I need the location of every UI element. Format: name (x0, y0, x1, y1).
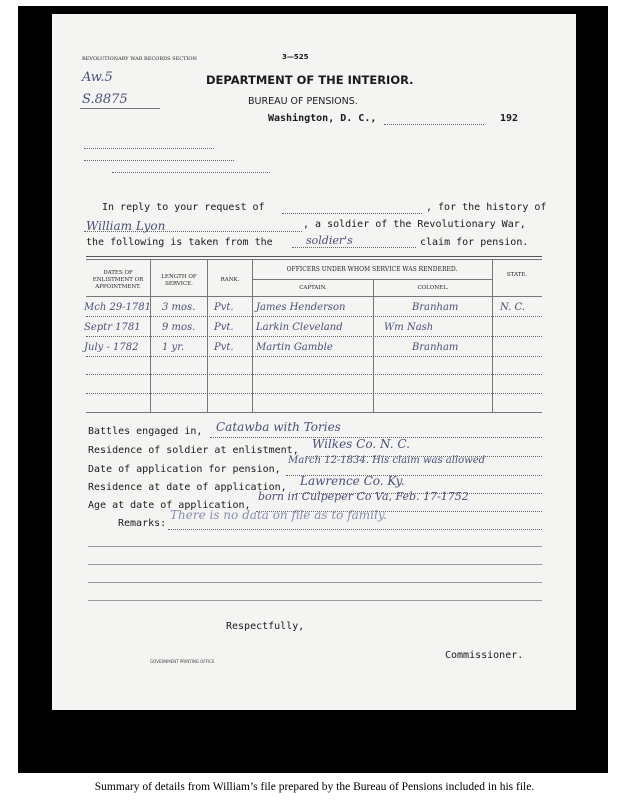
year-label: 192 (500, 113, 519, 124)
row1-rank: Pvt. (214, 302, 234, 313)
row3-date: July - 1782 (84, 342, 139, 353)
application-date-value: March 12-1834. His claim was allowed (288, 455, 486, 466)
address-blank-2 (84, 160, 234, 161)
row1-state: N. C. (500, 302, 525, 313)
table-row-rule-2 (86, 336, 542, 337)
intro-line1-prefix: In reply to your request of (102, 202, 265, 213)
department-title: DEPARTMENT OF THE INTERIOR. (206, 73, 414, 87)
col-header-state: STATE. (506, 272, 528, 278)
form-number: 3—525 (282, 53, 309, 61)
residence-app-label: Residence at date of application, (88, 482, 287, 493)
table-row-rule-5 (86, 393, 542, 394)
intro-line3-prefix: the following is taken from the (86, 237, 273, 248)
respectfully-text: Respectfully, (226, 621, 305, 632)
table-row-rule-3 (86, 356, 542, 357)
battles-label: Battles engaged in, (88, 426, 203, 437)
table-top-rule (86, 256, 542, 257)
col-header-rank: RANK. (220, 277, 240, 283)
remarks-line-2 (88, 564, 542, 565)
remarks-line-3 (88, 582, 542, 583)
col-header-length: LENGTH OF SERVICE. (161, 274, 197, 287)
col-header-officers: OFFICERS UNDER WHOM SERVICE WAS RENDERED. (286, 266, 458, 273)
location-label: Washington, D. C., (268, 113, 377, 124)
table-bottom-rule (86, 412, 542, 413)
soldier-name: William Lyon (86, 219, 166, 233)
row2-rank: Pvt. (214, 322, 234, 333)
commissioner-text: Commissioner. (445, 650, 524, 661)
row1-colonel: Branham (412, 302, 459, 313)
row2-length: 9 mos. (162, 322, 196, 333)
printer-mark: GOVERNMENT PRINTING OFFICE (150, 659, 215, 664)
row2-date: Septr 1781 (84, 322, 141, 333)
residence-enlist-label: Residence of soldier at enlistment, (88, 445, 299, 456)
table-header-rule (86, 296, 542, 297)
request-date-blank (282, 213, 422, 214)
residence-enlist-value: Wilkes Co. N. C. (312, 437, 410, 451)
col-header-dates: DATES OF ENLISTMENT OR APPOINTMENT. (92, 270, 144, 290)
row3-rank: Pvt. (214, 342, 234, 353)
file-ref-line2: S.8875 (82, 92, 128, 107)
bureau-title: BUREAU OF PENSIONS. (248, 96, 358, 107)
col-header-colonel: COLONEL. (417, 285, 449, 291)
table-row-rule-4 (86, 374, 542, 375)
section-label: REVOLUTIONARY WAR RECORDS SECTION (82, 56, 197, 62)
remarks-label: Remarks: (118, 518, 167, 529)
remarks-value: There is no data on file as to family. (170, 508, 387, 522)
row3-length: 1 yr. (162, 342, 185, 353)
file-ref-line1: Aw.5 (82, 70, 113, 85)
date-blank (384, 124, 484, 125)
claim-type: soldier's (306, 234, 353, 247)
age-label: Age at date of application, (88, 500, 251, 511)
soldier-name-blank (84, 231, 302, 232)
residence-app-value: Lawrence Co. Ky. (300, 474, 405, 488)
row2-captain: Larkin Cleveland (256, 322, 343, 333)
claim-type-blank (292, 247, 416, 248)
row3-colonel: Branham (412, 342, 459, 353)
row1-length: 3 mos. (162, 302, 196, 313)
age-value: born in Culpeper Co Va, Feb. 17-1752 (258, 490, 469, 503)
table-top-rule-2 (86, 259, 542, 260)
table-row-rule-1 (86, 316, 542, 317)
officers-rule (252, 279, 492, 280)
battles-value: Catawba with Tories (216, 420, 341, 434)
file-ref-underline (80, 108, 160, 109)
address-blank-1 (84, 148, 214, 149)
address-blank-3 (112, 172, 270, 173)
intro-line2-suffix: , a soldier of the Revolutionary War, (303, 219, 526, 230)
row1-captain: James Henderson (256, 302, 346, 313)
intro-line1-suffix: , for the history of (426, 202, 547, 213)
remarks-line-4 (88, 600, 542, 601)
row3-captain: Martin Gamble (256, 342, 333, 353)
row2-colonel: Wm Nash (384, 322, 434, 333)
application-date-label: Date of application for pension, (88, 464, 281, 475)
remarks-blank (168, 529, 542, 530)
figure-caption: Summary of details from William’s file prepared by the Bureau of Pensions included in his file. (94, 781, 535, 793)
remarks-line-1 (88, 546, 542, 547)
col-header-captain: CAPTAIN. (299, 285, 327, 291)
row1-date: Mch 29-1781 (84, 302, 152, 313)
intro-line3-suffix: claim for pension. (420, 237, 529, 248)
